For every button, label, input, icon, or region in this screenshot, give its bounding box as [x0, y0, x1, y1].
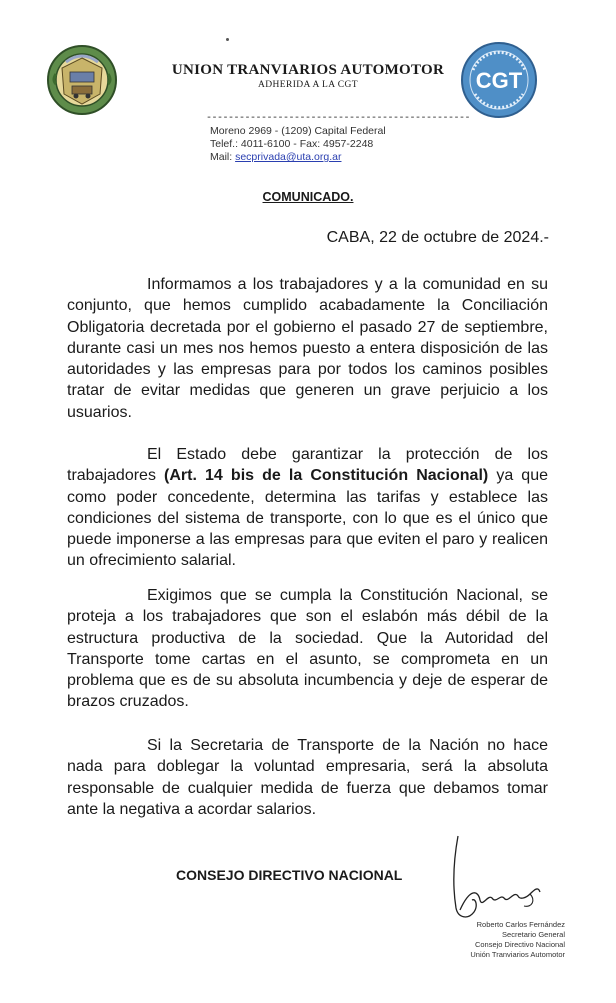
council-signature-line: CONSEJO DIRECTIVO NACIONAL	[176, 867, 403, 883]
signer-name: Roberto Carlos Fernández	[476, 920, 565, 929]
signer-block	[420, 920, 565, 960]
handwritten-signature	[440, 828, 560, 928]
mail-line	[210, 151, 341, 163]
document-date: CABA, 22 de octubre de 2024.-	[326, 229, 549, 246]
header-separator: ------------------------------------------------	[206, 113, 471, 124]
organization-name: UNION TRANVIARIOS AUTOMOTOR	[171, 62, 445, 78]
phone-line: Telef.: 4011-6100 - Fax: 4957-2248	[210, 138, 374, 150]
cgt-logo	[459, 40, 539, 120]
paragraph-1: Informamos a los trabajadores y a la comunidad en su conjunto, que hemos cumplido acabadamente la Conciliación Obligatoria decretada por el gobierno el pasado 27 de septiembre, durante casi un mes nos hemos puesto a entera disposición de las autoridades y las empresas para por todos los caminos posibles tratar de evitar medidas que generen un grave perjuicio a los usuarios.	[67, 276, 548, 421]
paragraph-3: Exigimos que se cumpla la Constitución Nacional, se proteja a los trabajadores que son el eslabón más débil de la estructura productiva de la sociedad. Que la Autoridad del Transporte tome cartas en el asunto, se comprometa en un problema que es de su absoluta incumbencia y deje de esperar de brazos cruzados.	[67, 587, 548, 711]
paragraph-2	[67, 444, 548, 572]
signer-org: Unión Tranviarios Automotor	[470, 950, 565, 959]
uta-emblem-logo	[46, 44, 118, 116]
mail-label: Mail:	[210, 151, 233, 163]
signer-role: Secretario General	[502, 930, 565, 939]
address-line: Moreno 2969 - (1209) Capital Federal	[210, 125, 386, 137]
mail-link[interactable]: secprivada@uta.org.ar	[235, 151, 342, 163]
signer-body: Consejo Directivo Nacional	[474, 940, 565, 949]
paragraph-2-part-b: ya que como poder concedente, determina las tarifas y establece las condiciones del sistema de transporte, con lo que es el único que puede imponerse a las empresas para que eviten el paro y realicen un ofrecimiento salarial.	[67, 467, 549, 570]
paragraph-4: Si la Secretaria de Transporte de la Nación no hace nada para doblegar la voluntad empresaria, será la absoluta responsable de cualquier medida de fuerza que debamos tomar ante la negativa a acordar salarios.	[67, 737, 548, 818]
cgt-logo-text: CGT	[475, 68, 523, 93]
paragraph-2-bold: (Art. 14 bis de la Constitución Nacional)	[164, 467, 489, 485]
document-title: COMUNICADO.	[262, 190, 354, 204]
organization-subtitle: ADHERIDA A LA CGT	[258, 80, 358, 90]
scan-speck	[226, 38, 229, 41]
paragraph-2-part-a: El Estado debe garantizar la protección de los trabajadores	[67, 446, 548, 485]
